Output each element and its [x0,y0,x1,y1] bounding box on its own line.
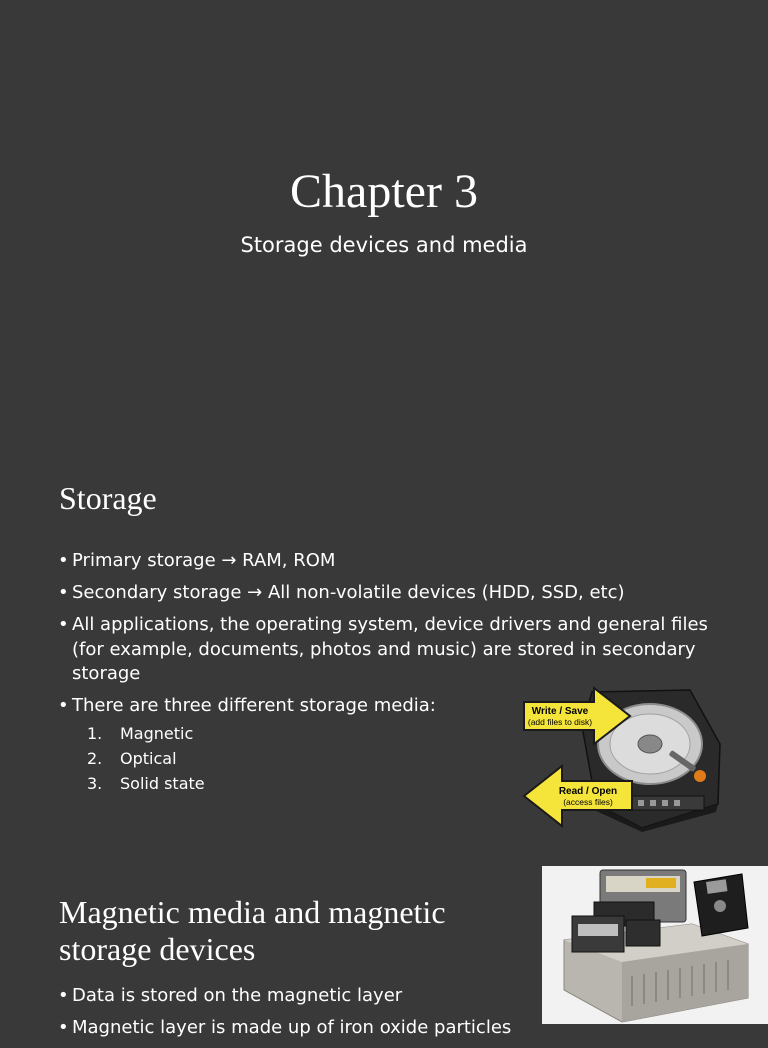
bullet-item: • Data is stored on the magnetic layer [58,984,538,1009]
floppy-disk-icon [694,874,748,936]
slide-title: Storage [59,480,157,516]
write-save-label: Write / Save [531,706,589,717]
bullet-list [58,984,538,1048]
media-list-item: 1. Magnetic [87,723,194,743]
slide-title: Magnetic media and magnetic storage devices [59,894,446,967]
bullet-item: • Secondary storage → All non-volatile devices (HDD, SSD, etc) [58,581,718,606]
bullet-item: • All applications, the operating system, device drivers and general files (for example, documents, photos and music) are stored in secondary storage [58,614,708,684]
bullet-dot-icon: • [58,985,69,1006]
bullet-item: • Magnetic layer is made up of iron oxide particles [58,1016,538,1041]
bullet-dot-icon: • [58,1017,69,1038]
bullet-dot-icon: • [58,614,69,635]
magnetic-media-slide [0,864,768,1038]
write-save-caption: (add files to disk) [527,717,593,727]
bullet-dot-icon: • [58,582,69,603]
bullet-item: • There are three different storage media: 1. Magnetic 2. Optical 3. Solid state [58,694,718,796]
media-list-item: 2. Optical [87,748,177,768]
slide-subtitle: Storage devices and media [240,233,528,257]
title-slide [0,0,768,432]
slide-title: Chapter 3 [290,165,478,218]
read-open-label: Read / Open [558,786,618,797]
bullet-dot-icon: • [58,695,69,716]
media-list-item: 3. Solid state [87,773,205,793]
bullet-dot-icon: • [58,550,69,571]
storage-slide [0,432,768,864]
bullet-item: • Primary storage → RAM, ROM [58,549,718,574]
magnetic-media-photo [542,866,768,1024]
read-open-caption: (access files) [563,797,613,807]
hard-drive-illustration [522,686,722,832]
